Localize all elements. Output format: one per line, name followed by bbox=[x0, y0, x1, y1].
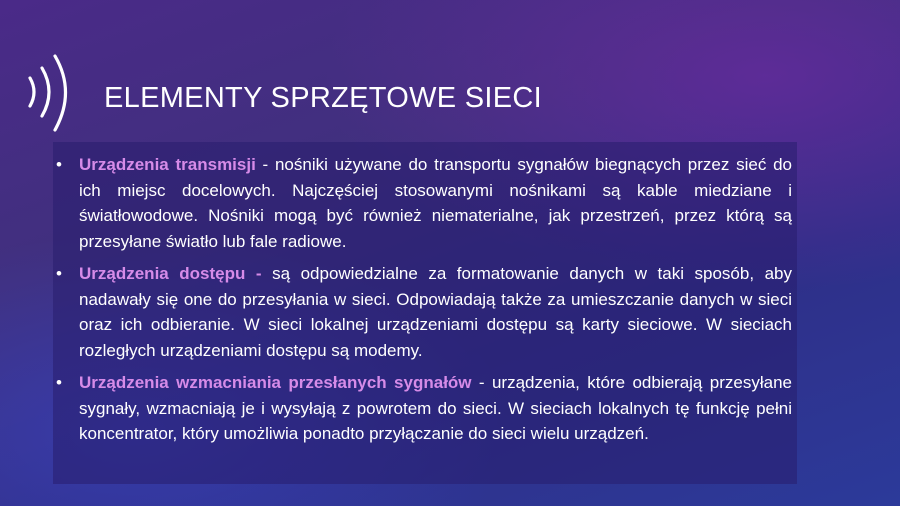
bullet-text: - nośniki używane do transportu sygnałów biegnących przez sieć do ich miejsc docelowych. Najczęściej stosowanymi nośnikami są kable miedziane i światłowodowe. Nośniki mogą być również niematerialne, jak przestrzeń, przez którą są przesyłane światło lub fale radiowe. bbox=[79, 155, 792, 251]
bullet-transmission-devices bbox=[56, 152, 792, 254]
sound-waves-icon bbox=[20, 52, 80, 136]
bullet-list bbox=[56, 152, 792, 454]
slide-title: ELEMENTY SPRZĘTOWE SIECI bbox=[104, 82, 542, 114]
bullet-term: Urządzenia transmisji bbox=[79, 155, 256, 174]
bullet-term: Urządzenia wzmacniania przesłanych sygnałów bbox=[79, 373, 472, 392]
bullet-text: są odpowiedzialne za formatowanie danych w taki sposób, aby nadawały się one do przesyłania w sieci. Odpowiadają także za umieszczanie danych w sieci oraz ich odbieranie. W sieci lokalnej urządzeniami dostępu są karty sieciowe. W sieciach rozległych urządzeniami dostępu są modemy. bbox=[79, 264, 792, 360]
bullet-term: Urządzenia dostępu - bbox=[79, 264, 262, 283]
bullet-amplification-devices bbox=[56, 370, 792, 447]
bullet-text: - urządzenia, które odbierają przesyłane sygnały, wzmacniają je i wysyłają z powrotem do sieci. W sieciach lokalnych tę funkcję pełni koncentrator, który umożliwia ponadto przyłączanie do sieci wielu urządzeń. bbox=[79, 373, 792, 443]
bullet-access-devices bbox=[56, 261, 792, 363]
